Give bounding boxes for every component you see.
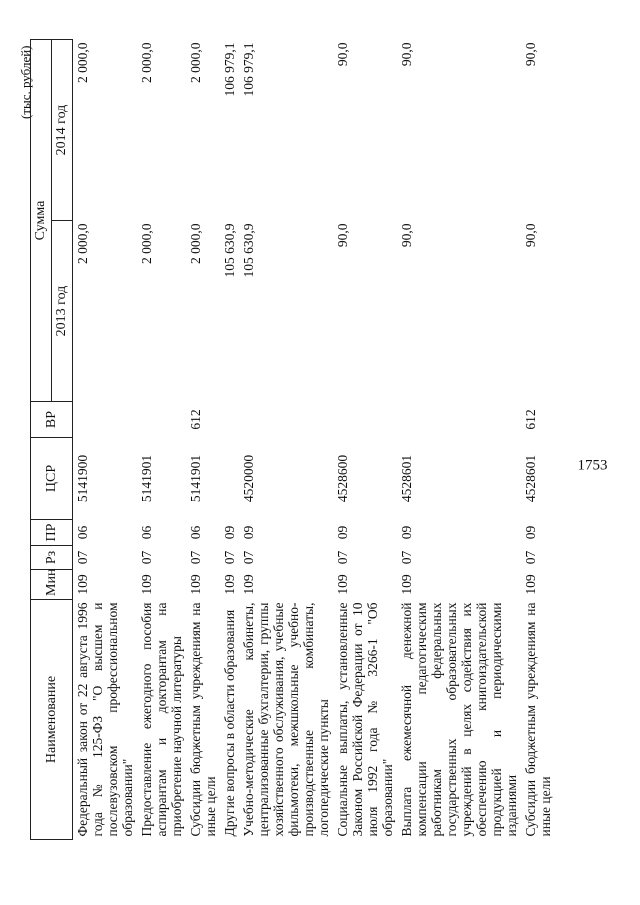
header-2013: 2013 год <box>52 221 73 402</box>
cell-y2014: 2 000,0 <box>75 42 90 83</box>
cell-y2014: 106 979,1 <box>241 42 256 97</box>
cell-y2013: 90,0 <box>399 223 414 248</box>
cell-min: 109 <box>241 574 256 595</box>
cell-name: Предоставление ежегодного пособия аспирантам и докторантам на приобретение научной литературы <box>139 602 184 837</box>
cell-name: Субсидии бюджетным учреждениям на иные цели <box>523 602 553 837</box>
cell-csr: 4528601 <box>523 454 538 503</box>
cell-y2013: 2 000,0 <box>139 223 154 264</box>
cell-vr <box>73 402 138 438</box>
cell-vr <box>239 402 333 438</box>
cell-y2013: 90,0 <box>335 223 350 248</box>
cell-y2014: 2 000,0 <box>188 42 203 83</box>
cell-csr: 4528600 <box>335 454 350 503</box>
cell-csr: 5141901 <box>139 454 154 503</box>
cell-name: Социальные выплаты, установленные Законом Российской Федерации от 10 июля 1992 года № 3266-1 "Об образовании" <box>335 602 395 837</box>
cell-y2014: 2 000,0 <box>139 42 154 83</box>
cell-rz: 07 <box>188 550 203 565</box>
cell-vr: 612 <box>188 409 203 430</box>
cell-min: 109 <box>188 574 203 595</box>
table-body <box>73 40 556 840</box>
cell-min: 109 <box>222 574 237 595</box>
unit-note: (тыс. рублей) <box>18 45 33 119</box>
cell-pr: 09 <box>523 525 538 540</box>
header-pr: ПР <box>31 520 73 546</box>
table-row <box>220 40 239 840</box>
cell-y2013: 2 000,0 <box>75 223 90 264</box>
table-row <box>137 40 186 840</box>
cell-name: Выплата ежемесячной денежной компенсации педагогическим работникам федеральных государственных образовательных учреждений в целях содействия их обеспечению книгоиздательской продукцией и периодическими изданиями <box>399 602 519 837</box>
cell-rz: 07 <box>75 550 90 565</box>
cell-pr: 09 <box>222 525 237 540</box>
cell-vr <box>220 402 239 438</box>
cell-y2014: 90,0 <box>523 42 538 67</box>
cell-min: 109 <box>75 574 90 595</box>
header-sum: Сумма <box>31 40 52 402</box>
budget-table <box>30 39 555 840</box>
cell-rz: 07 <box>523 550 538 565</box>
header-2014: 2014 год <box>52 40 73 221</box>
cell-rz: 07 <box>222 550 237 565</box>
cell-y2014: 106 979,1 <box>222 42 237 97</box>
cell-y2013: 105 630,9 <box>241 223 256 278</box>
header-vr: ВР <box>31 402 73 438</box>
table-row <box>333 40 397 840</box>
header-csr: ЦСР <box>31 438 73 520</box>
table-row <box>73 40 138 840</box>
cell-pr: 06 <box>139 525 154 540</box>
cell-name: Субсидии бюджетным учреждениям на иные цели <box>188 602 218 837</box>
table-row <box>186 40 220 840</box>
cell-pr: 06 <box>75 525 90 540</box>
cell-y2013: 105 630,9 <box>222 223 237 278</box>
cell-csr: 4520000 <box>241 454 256 503</box>
header-name: Наименование <box>31 600 73 840</box>
cell-rz: 07 <box>335 550 350 565</box>
table-row <box>239 40 333 840</box>
cell-y2013: 2 000,0 <box>188 223 203 264</box>
cell-name: Федеральный закон от 22 августа 1996 года № 125-ФЗ "О высшем и послевузовском профессиональном образовании" <box>75 602 135 837</box>
cell-vr <box>137 402 186 438</box>
cell-csr: 5141900 <box>75 454 90 503</box>
table-row <box>521 40 555 840</box>
cell-min: 109 <box>335 574 350 595</box>
cell-rz: 07 <box>139 550 154 565</box>
cell-rz: 07 <box>399 550 414 565</box>
header-rz: Рз <box>31 546 73 570</box>
cell-csr: 4528601 <box>399 454 414 503</box>
cell-vr: 612 <box>523 409 538 430</box>
cell-min: 109 <box>139 574 154 595</box>
cell-vr <box>333 402 397 438</box>
cell-pr: 09 <box>241 525 256 540</box>
cell-pr: 06 <box>188 525 203 540</box>
cell-y2014: 90,0 <box>335 42 350 67</box>
page-number: 1753 <box>577 457 608 474</box>
cell-csr: 5141901 <box>188 454 203 503</box>
cell-vr <box>397 402 521 438</box>
cell-pr: 09 <box>335 525 350 540</box>
cell-min: 109 <box>523 574 538 595</box>
cell-rz: 07 <box>241 550 256 565</box>
cell-y2013: 90,0 <box>523 223 538 248</box>
cell-csr <box>220 438 239 520</box>
cell-name: Учебно-методические кабинеты, централизованные бухгалтерии, группы хозяйственного обслуживания, учебные фильмотеки, межшкольные учебно-производственные комбинаты, логопедические пункты <box>241 602 331 837</box>
table-row <box>397 40 521 840</box>
cell-y2014: 90,0 <box>399 42 414 67</box>
cell-min: 109 <box>399 574 414 595</box>
cell-pr: 09 <box>399 525 414 540</box>
header-min: Мин <box>31 570 73 600</box>
cell-name: Другие вопросы в области образования <box>222 609 237 837</box>
